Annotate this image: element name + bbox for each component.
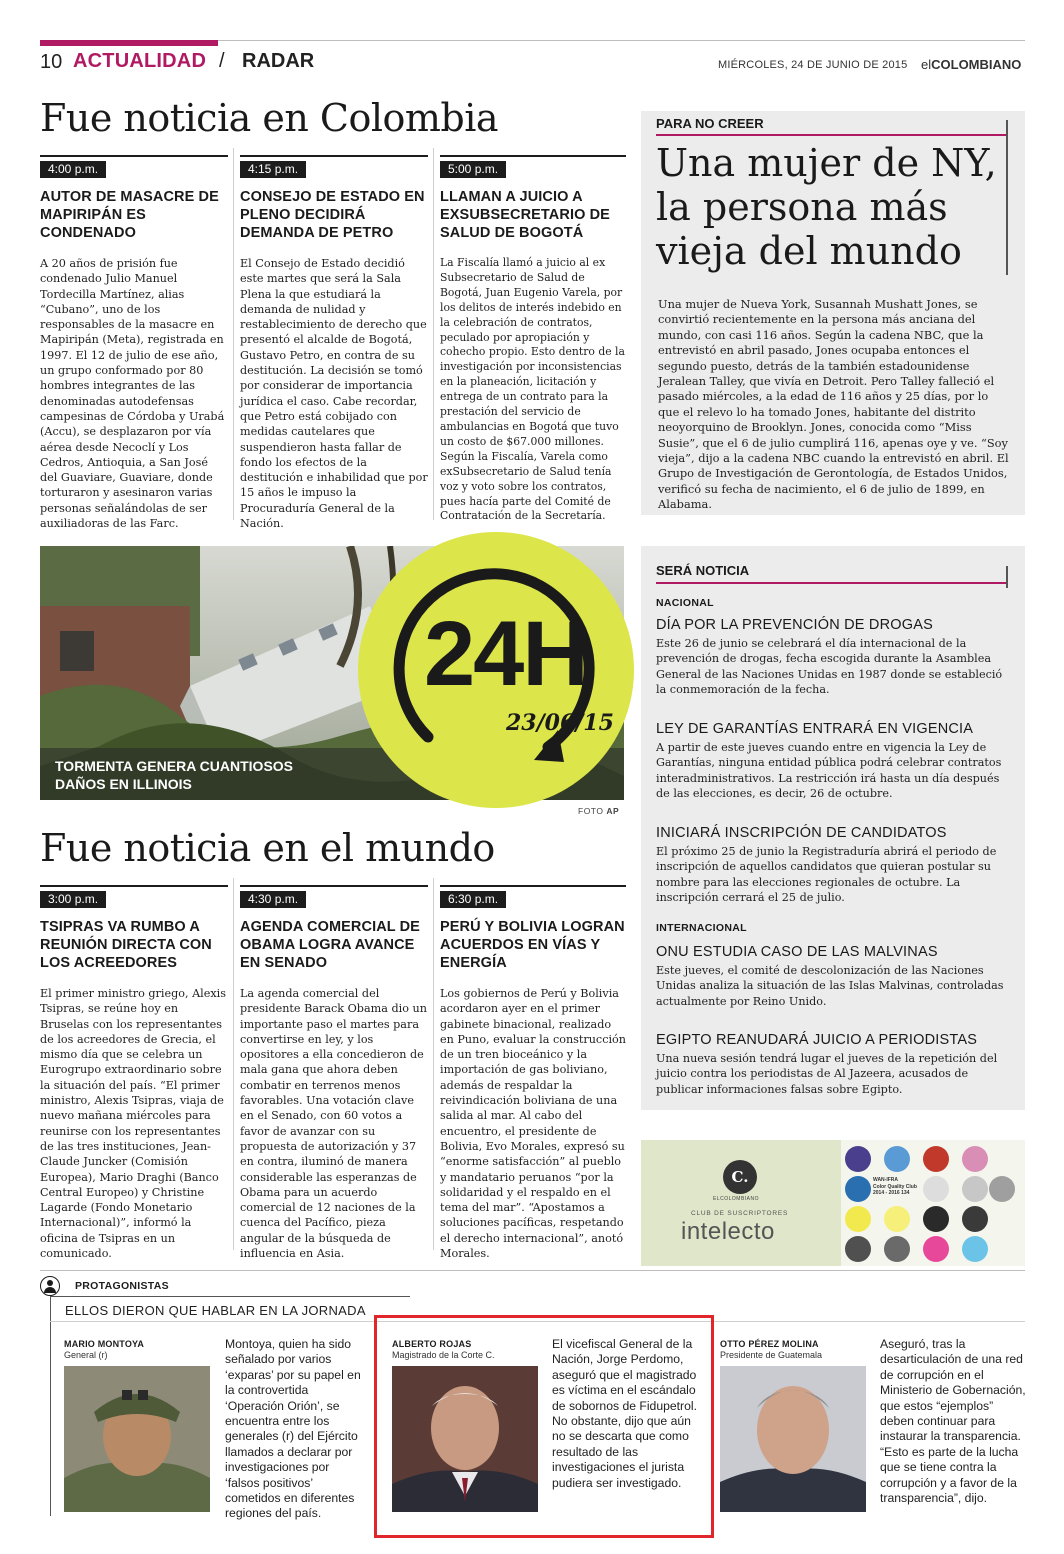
- para-no-creer-headline: Una mujer de NY, la persona más vieja del mundo: [656, 141, 997, 273]
- section-name: ACTUALIDAD: [73, 50, 207, 72]
- news-headline: AUTOR DE MASACRE DE MAPIRIPÁN ES CONDENADO: [40, 189, 219, 241]
- time-badge: 3:00 p.m.: [40, 891, 106, 908]
- color-swatch: [962, 1146, 988, 1172]
- ad-logo-small: ELCOLOMBIANO: [713, 1196, 760, 1202]
- portrait-illustration: [720, 1366, 866, 1512]
- time-badge: 4:00 p.m.: [40, 161, 106, 178]
- news-headline: PERÚ Y BOLIVIA LOGRAN ACUERDOS EN VÍAS Y ENERGÍA: [440, 919, 625, 971]
- item-headline: ONU ESTUDIA CASO DE LAS MALVINAS: [656, 944, 938, 960]
- kicker-side-rule: [1006, 120, 1008, 275]
- section-separator: /: [219, 50, 225, 72]
- mundo-section-title: Fue noticia en el mundo: [40, 826, 495, 870]
- sera-noticia-item: [656, 944, 1012, 1009]
- sera-noticia-item: [656, 721, 1012, 802]
- sera-noticia-item: [656, 617, 1012, 698]
- mundo-item: [240, 888, 428, 1261]
- page-number: 10: [40, 51, 63, 73]
- issue-date: MIÉRCOLES, 24 DE JUNIO DE 2015: [718, 59, 908, 71]
- news-headline: CONSEJO DE ESTADO EN PLENO DECIDIRÁ DEMANDA DE PETRO: [240, 189, 425, 241]
- colombiano-logo-icon: C.: [723, 1160, 757, 1194]
- person-name: ALBERTO ROJAS: [392, 1339, 472, 1349]
- protagonistas-subrule: [50, 1296, 410, 1297]
- mundo-item: [440, 888, 626, 1261]
- color-swatch: [989, 1176, 1015, 1202]
- sera-noticia-item: [656, 1032, 1012, 1097]
- item-headline: EGIPTO REANUDARÁ JUICIO A PERIODISTAS: [656, 1032, 978, 1048]
- column-top-rule: [40, 885, 228, 887]
- color-swatch: [884, 1206, 910, 1232]
- color-swatch: [845, 1236, 871, 1262]
- protagonistas-kicker: PROTAGONISTAS: [75, 1280, 169, 1292]
- photo-caption: TORMENTA GENERA CUANTIOSOS DAÑOS EN ILLINOIS: [55, 758, 294, 792]
- time-badge: 4:30 p.m.: [240, 891, 306, 908]
- color-swatch: [884, 1236, 910, 1262]
- news-body: A 20 años de prisión fue condenado Julio Manuel Tordecilla Martínez, alias “Cubano”, uno de los responsables de la masacre en Mapiripán (Meta), registrada en 1997. El 12 de julio de ese año, un grupo conformado por 80 hombres integrantes de las denominadas autodefensas campesinas de Córdoba y Urabá (Accu), se desplazaron por vía aérea desde Necoclí y Los Cedros, Antioquia, a San José del Guaviare, Guaviare, donde torturaron y asesinaron varias personas señalándolas de ser auxiliadoras de las Farc.: [40, 257, 225, 531]
- para-no-creer-body: Una mujer de Nueva York, Susannah Mushatt Jones, se convirtió recientemente en la persona más anciana del mundo, con casi 116 años. Según la cadena NBC, que la entrevistó en abril pasado, Jones ocupaba entonces el segundo puesto, detrás de la también estadounidense Jeralean Talley, que vivía en Detroit. Pero Talley falleció el pasado miércoles, a la edad de 116 años y 25 días, por lo que el relevo lo ha tomado Jones, habitante del distrito neoyorquino de Brooklyn. Jones, conocida como “Miss Susie”, que el 6 de julio cumplirá 116, apenas oye y ve. “Soy vieja”, dijo a la cadena NBC cuando la entrevistó en abril. El Grupo de Investigación de Gerontología, de Estados Unidos, verificó su fecha de nacimiento, el 6 de julio de 1899, en Alabama.: [658, 297, 1009, 512]
- intelecto-ad[interactable]: [641, 1140, 1025, 1266]
- mario-montoya-portrait: [64, 1366, 210, 1512]
- item-headline: INICIARÁ INSCRIPCIÓN DE CANDIDATOS: [656, 825, 947, 841]
- wan-ifra-text: WAN-IFRA Color Quality Club 2014 - 2016 134: [873, 1177, 917, 1196]
- column-divider: [233, 148, 234, 520]
- item-body: Este 26 de junio se celebrará el día internacional de la prevención de drogas, fecha escogida durante la Asamblea General de las Naciones Unidas en 1987 donde se estableció la conmemoración de la fecha.: [656, 637, 1003, 697]
- mundo-item: [40, 888, 228, 1261]
- internacional-label: INTERNACIONAL: [656, 922, 747, 934]
- ad-left-panel: [641, 1140, 841, 1266]
- column-top-rule: [40, 155, 228, 157]
- para-no-creer-kicker: PARA NO CREER: [656, 116, 764, 131]
- time-badge: 6:30 p.m.: [440, 891, 506, 908]
- item-body: A partir de este jueves cuando entre en vigencia la Ley de Garantías, ninguna entidad pública podrá celebrar contratos interadministrativos. La restricción irá hasta un día después de las elecciones, es decir, 26 de octubre.: [656, 741, 1002, 801]
- sera-noticia-item: [656, 825, 1012, 906]
- column-divider: [233, 878, 234, 1250]
- colombia-item: [240, 158, 428, 531]
- kicker-side-rule: [1006, 566, 1008, 588]
- protagonistas-side-rule: [50, 1296, 51, 1516]
- column-top-rule: [440, 885, 626, 887]
- news-headline: TSIPRAS VA RUMBO A REUNIÓN DIRECTA CON LOS ACREEDORES: [40, 919, 212, 971]
- item-body: Una nueva sesión tendrá lugar el jueves de la repetición del juicio contra los periodistas de Al Jazeera, acusados de publicar informaciones falsas sobre Egipto.: [656, 1052, 998, 1096]
- color-swatch: [923, 1206, 949, 1232]
- news-body: La agenda comercial del presidente Barack Obama dio un importante paso el martes para convertirse en ley, y los opositores a ella concedieron de mala gana que ahora deben combatir en terrenos menos favorables. Una votación clave en el Senado, con 60 votos a favor de avanzar con su propuesta de autorización y 37 en contra, iluminó de manera considerable las esperanzas de Obama para un acuerdo comercial de 12 naciones de la cuenca del Pacífico, pieza angular de la búsqueda de influencia en Asia.: [240, 987, 427, 1261]
- news-headline: LLAMAN A JUICIO A EXSUBSECRETARIO DE SALUD DE BOGOTÁ: [440, 189, 610, 241]
- colombia-item: [440, 158, 626, 524]
- column-top-rule: [240, 885, 428, 887]
- kicker-rule: [656, 582, 1008, 584]
- person-role: Presidente de Guatemala: [720, 1350, 823, 1360]
- column-divider: [433, 878, 434, 1250]
- color-swatch: [962, 1206, 988, 1232]
- item-headline: DÍA POR LA PREVENCIÓN DE DROGAS: [656, 617, 933, 633]
- kicker-rule: [656, 134, 1008, 136]
- colombia-item: [40, 158, 228, 531]
- subsection-name: RADAR: [242, 50, 315, 72]
- time-badge: 4:15 p.m.: [240, 161, 306, 178]
- color-swatch: [962, 1236, 988, 1262]
- color-swatch: [845, 1146, 871, 1172]
- 24h-badge: [358, 532, 634, 808]
- column-top-rule: [240, 155, 428, 157]
- newspaper-brand: elCOLOMBIANO: [921, 57, 1022, 72]
- ad-brand: intelecto: [681, 1218, 775, 1245]
- portrait-illustration: [64, 1366, 210, 1512]
- color-swatch: [884, 1146, 910, 1172]
- sera-noticia-kicker: SERÁ NOTICIA: [656, 563, 750, 578]
- color-swatch: [845, 1206, 871, 1232]
- column-divider: [433, 148, 434, 520]
- person-role: Magistrado de la Corte C.: [392, 1350, 495, 1360]
- news-body: El primer ministro griego, Alexis Tsipras, se reúne hoy en Bruselas con los representantes de los acreedores de Grecia, el mismo día que se celebra un Eurogrupo extraordinario sobre la situación del país. “El primer ministro, Alexis Tsipras, viaja de nuevo mañana miércoles para reunirse con los representantes de las tres instituciones, Jean-Claude Juncker (Comisión Europea), Mario Draghi (Banco Central Europeo) y Christine Lagarde (Fondo Monetario Internacional)”, informó la oficina de Tsipras en un comunicado.: [40, 987, 226, 1261]
- item-body: El próximo 25 de junio la Registraduría abrirá el periodo de inscripción de aquellos candidatos que quieran postular su nombre para las elecciones regionales de octubre. La inscripción cerrará el 25 de julio.: [656, 845, 997, 905]
- ad-club-line: CLUB DE SUSCRIPTORES: [691, 1210, 789, 1217]
- color-swatch: [923, 1236, 949, 1262]
- color-swatch: [923, 1146, 949, 1172]
- news-body: La Fiscalía llamó a juicio al ex Subsecretario de Salud de Bogotá, Juan Eugenio Varela, por los delitos de interés indebido en la celebración de contratos, peculado por apropiación y cohecho propio. Esto dentro de la investigación por inconsistencias en la planeación, licitación y entrega de un contrato para la prestación del servicio de ambulancias en Bogotá que tuvo un costo de $67.000 millones. Según la Fiscalía, Varela como exSubsecretario de Salud tenía voz y voto sobre los contratos, pues hacía parte del Comité de Contratación de la Secretaría.: [440, 256, 625, 523]
- person-role: General (r): [64, 1350, 108, 1360]
- time-badge: 5:00 p.m.: [440, 161, 506, 178]
- protagonistas-subtitle: ELLOS DIERON QUE HABLAR EN LA JORNADA: [65, 1303, 366, 1318]
- person-text: El vicefiscal General de la Nación, Jorge Perdomo, aseguró que el magistrado es víctima en el escándalo de sobornos de Fidupetrol. No obstante, dijo que aún no se descarta que como resultado de las investigaciones el jurista pudiera ser investigado.: [552, 1337, 697, 1490]
- column-top-rule: [440, 155, 626, 157]
- item-headline: LEY DE GARANTÍAS ENTRARÁ EN VIGENCIA: [656, 721, 974, 737]
- highlight-box: [374, 1315, 714, 1538]
- otto-perez-molina-portrait: [720, 1366, 866, 1512]
- 24h-text: 24H: [424, 603, 587, 705]
- color-swatch: [923, 1176, 949, 1202]
- person-icon: [40, 1276, 60, 1296]
- nacional-label: NACIONAL: [656, 597, 714, 609]
- protagonistas-rule: [40, 1270, 1025, 1271]
- person-name: MARIO MONTOYA: [64, 1339, 145, 1349]
- section-color-bar: [40, 40, 218, 46]
- item-body: Este jueves, el comité de descolonización de las Naciones Unidas analiza la situación de las Islas Malvinas, controladas actualmente por Reino Unido.: [656, 964, 1004, 1008]
- color-swatch: [962, 1176, 988, 1202]
- badge-date: 23/06/15: [506, 710, 614, 736]
- colombia-section-title: Fue noticia en Colombia: [40, 96, 499, 140]
- person-text: Montoya, quien ha sido señalado por varios ‘exparas’ por su papel en la controvertida ‘Operación Orión’, se encuentra entre los generales (r) del Ejército llamados a declarar por investigaciones por ‘falsos positivos’ cometidos en diferentes regiones del país.: [225, 1337, 361, 1521]
- news-headline: AGENDA COMERCIAL DE OBAMA LOGRA AVANCE EN SENADO: [240, 919, 420, 971]
- news-body: Los gobiernos de Perú y Bolivia acordaron ayer en el primer gabinete binacional, realizado en Puno, evaluar la construcción de un tren bioceánico y la importación de gas boliviano, además de respaldar la reivindicación boliviana de una salida al mar. Al cabo del encuentro, el presidente de Bolivia, Evo Morales, expresó su “enorme satisfacción” al pueblo y mandatario peruanos “por la solidaridad y el respaldo en el tema del mar”. “Apostamos a soluciones pacíficas, respetando el derecho internacional”, anotó Morales.: [440, 987, 626, 1261]
- news-body: El Consejo de Estado decidió este martes que será la Sala Plena la que estudiará la demanda de nulidad y restablecimiento de derecho que presentó el alcalde de Bogotá, Gustavo Petro, en contra de su destitución. La decisión se tomó por considerar de importancia jurídica el caso. Cabe recordar, que Petro está cobijado con medidas cautelares que suspendieron hasta fallar de fondo los efectos de la destitución e inhabilidad que por 15 años le impuso la Procuraduría General de la Nación.: [240, 257, 428, 531]
- photo-credit: FOTO AP: [578, 806, 620, 816]
- color-swatch: [845, 1176, 871, 1202]
- person-name: OTTO PÉREZ MOLINA: [720, 1339, 819, 1349]
- person-text: Aseguró, tras la desarticulación de una red de corrupción en el Ministerio de Gobernación, que estos “ejemplos” deben continuar para instaurar la transparencia. “Esto es parte de la lucha que se tiene contra la corrupción y a favor de la transparencia”, dijo.: [880, 1337, 1026, 1506]
